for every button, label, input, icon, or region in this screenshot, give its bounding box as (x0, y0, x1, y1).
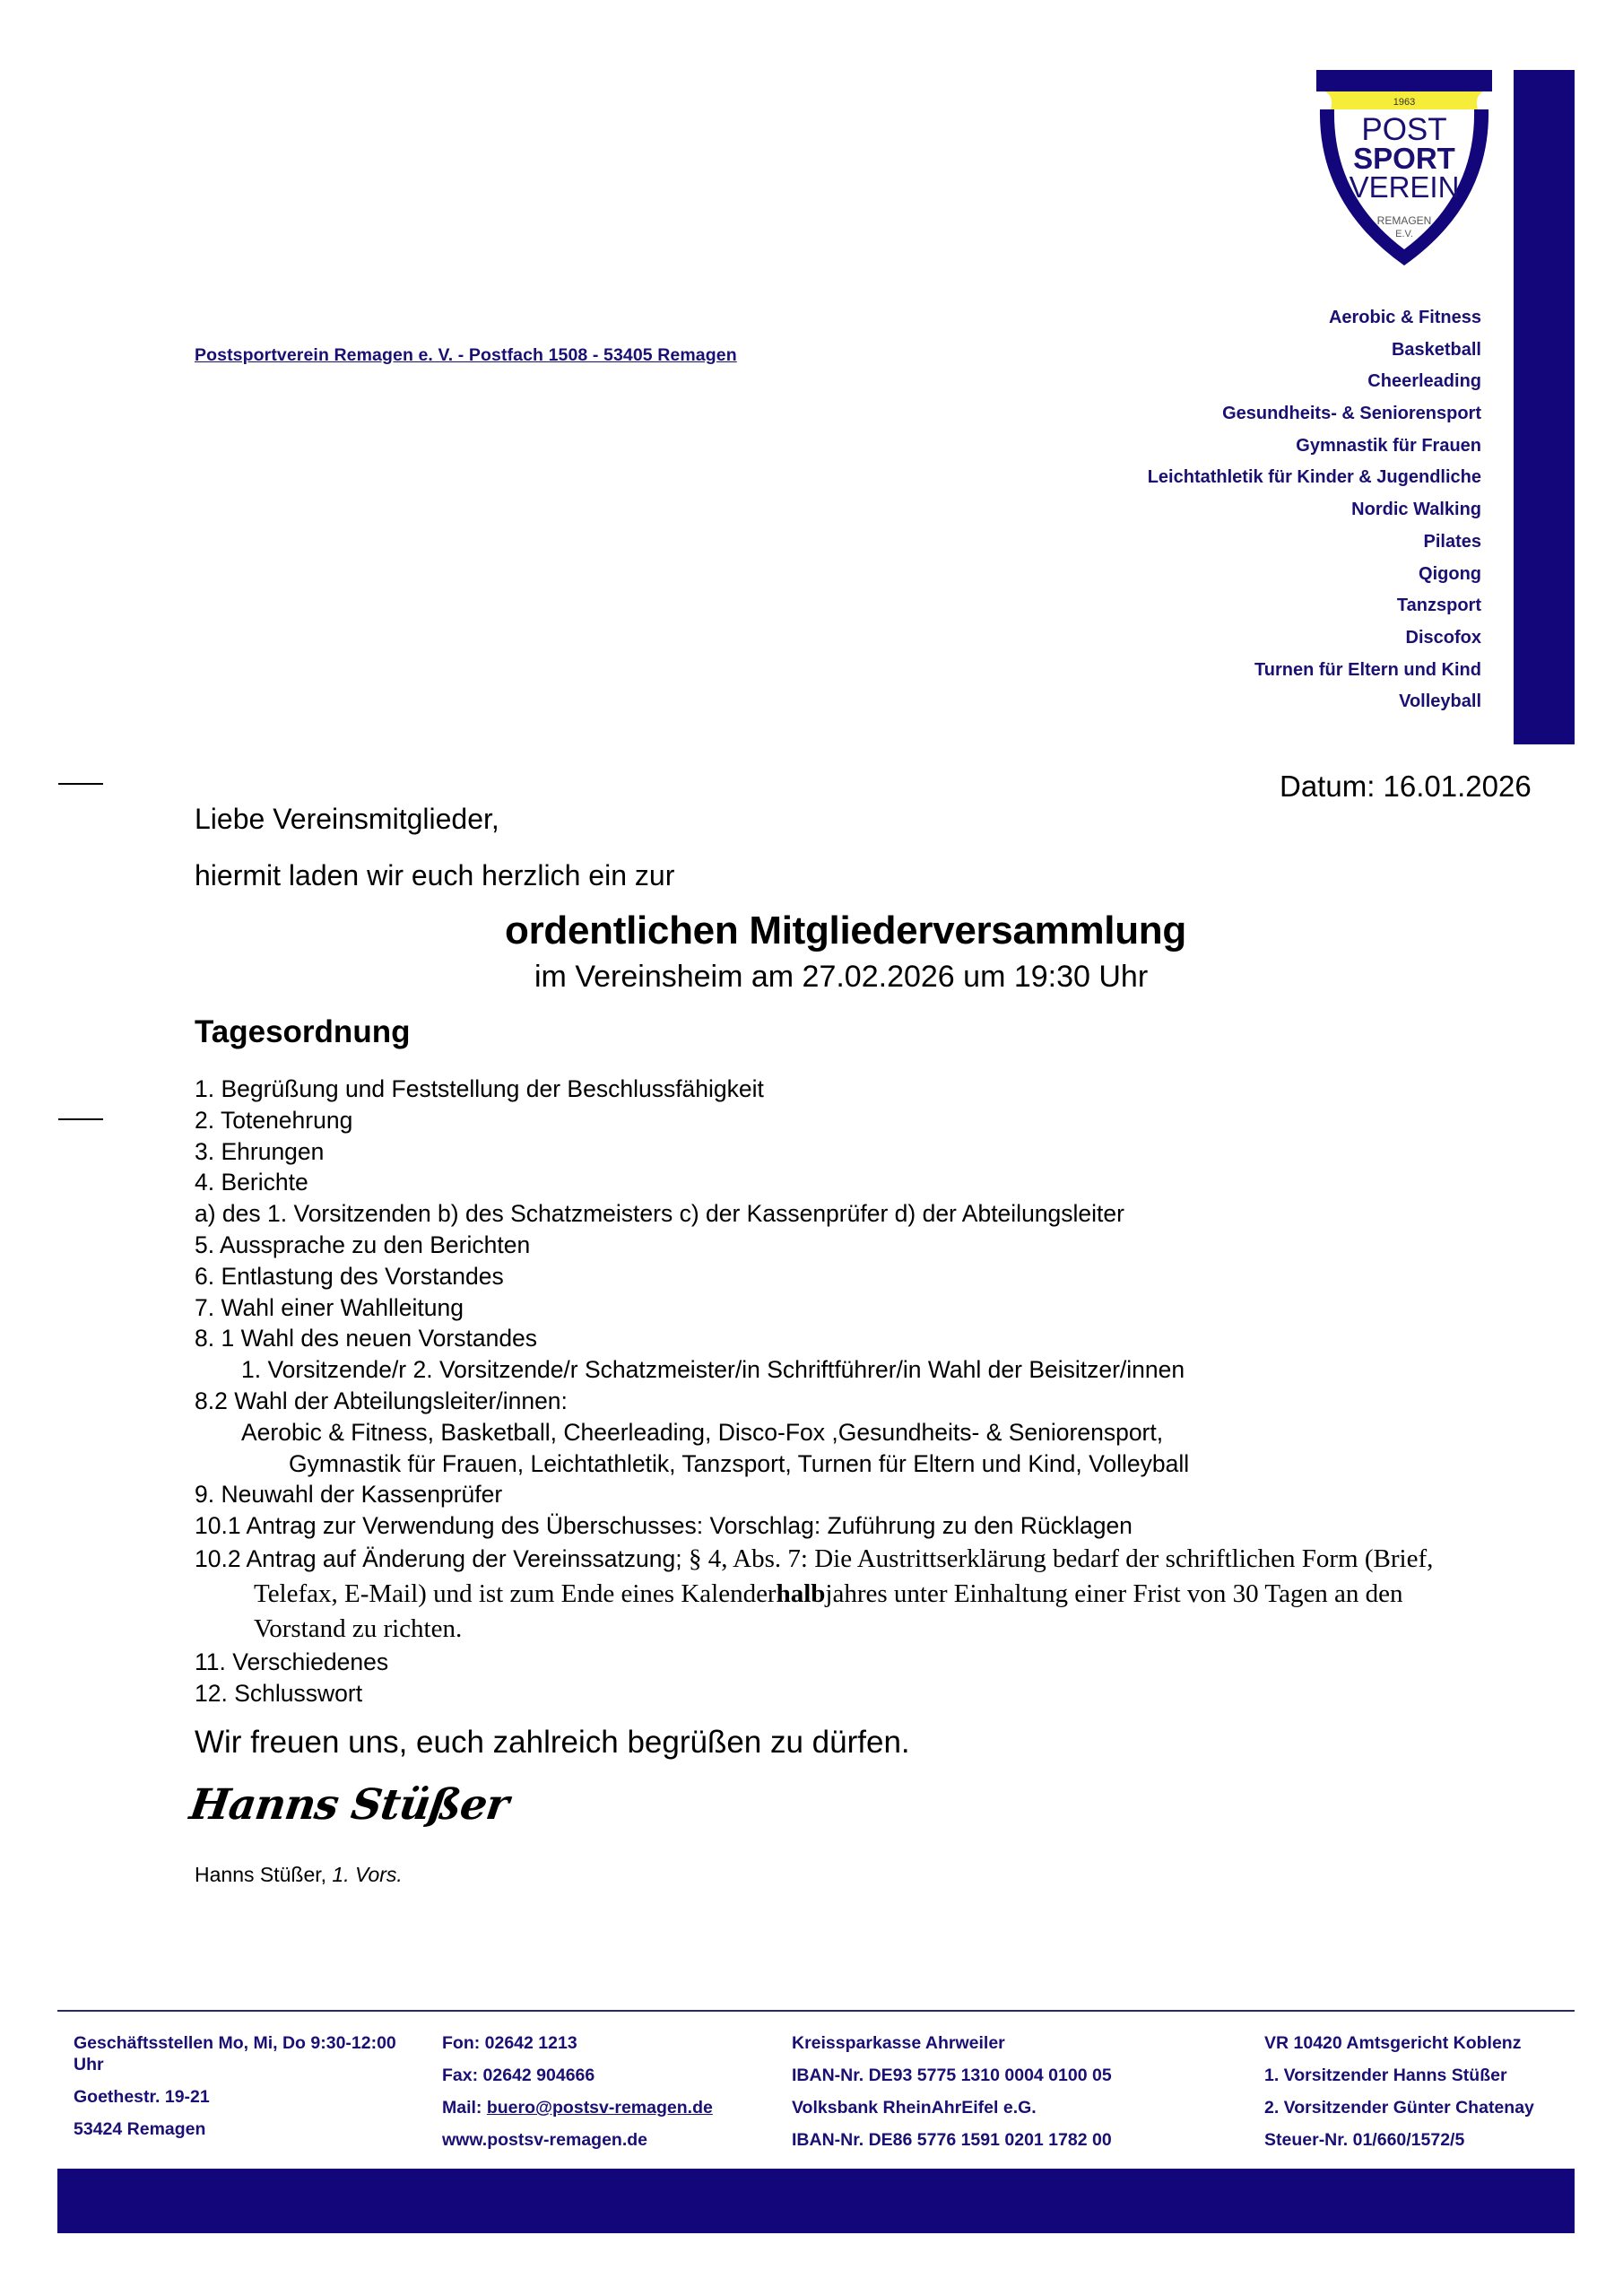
agenda-item: 6. Entlastung des Vorstandes (195, 1262, 504, 1290)
agenda-item-10-2-prefix: 10.2 Antrag auf Änderung der Vereinssatzung; (195, 1544, 690, 1572)
department-item: Cheerleading (1367, 371, 1481, 392)
meeting-heading: ordentlichen Mitgliederversammlung (505, 909, 1186, 952)
office-street: Goethestr. 19-21 (74, 2087, 210, 2107)
mail-line (442, 2097, 713, 2118)
signer-name: Hanns Stüßer, (195, 1863, 333, 1886)
agenda-item-10-2-line1: § 4, Abs. 7: Die Austrittserklärung bedarf der schriftlichen Form (Brief, (689, 1544, 1434, 1573)
agenda-item: 1. Begrüßung und Feststellung der Beschlussfähigkeit (195, 1075, 764, 1102)
fax-number: Fax: 02642 904666 (442, 2066, 595, 2085)
office-hours: Geschäftsstellen Mo, Mi, Do 9:30-12:00 Uhr (74, 2033, 396, 2074)
website-link[interactable]: www.postsv-remagen.de (442, 2130, 648, 2150)
logo-remagen: REMAGEN (1376, 214, 1432, 227)
agenda-item: 12. Schlusswort (195, 1679, 363, 1707)
register-info: VR 10420 Amtsgericht Koblenz (1264, 2033, 1522, 2053)
agenda-item: 8. 1 Wahl des neuen Vorstandes (195, 1325, 538, 1352)
agenda-title: Tagesordnung (195, 1014, 411, 1049)
agenda-item: 3. Ehrungen (195, 1137, 325, 1165)
department-item: Qigong (1419, 563, 1481, 584)
agenda-item-10-2-line3: Vorstand zu richten. (254, 1613, 463, 1643)
footer-bank-column (792, 2032, 1112, 2161)
department-item: Pilates (1423, 531, 1481, 552)
closing-line: Wir freuen uns, euch zahlreich begrüßen zu dürfen. (195, 1725, 910, 1760)
logo-sport: SPORT (1353, 142, 1455, 175)
agenda-item: 5. Aussprache zu den Berichten (195, 1231, 531, 1258)
brand-side-bar (1514, 70, 1575, 744)
footer-band (57, 2169, 1575, 2233)
email-link[interactable]: buero@postsv-remagen.de (486, 2098, 713, 2118)
logo-year: 1963 (1393, 97, 1416, 108)
footer-office-column (74, 2032, 396, 2151)
department-list (1148, 306, 1481, 722)
department-item: Aerobic & Fitness (1328, 308, 1481, 327)
department-item: Nordic Walking (1351, 500, 1481, 520)
agenda-subitem: Gymnastik für Frauen, Leichtathletik, Tanzsport, Turnen für Eltern und Kind, Volleyball (289, 1449, 1190, 1477)
fold-mark (58, 1118, 103, 1120)
mail-label: Mail: (442, 2098, 487, 2118)
handwritten-signature: Hanns Stüßer (187, 1780, 512, 1830)
agenda-item: 8.2 Wahl der Abteilungsleiter/innen: (195, 1387, 568, 1414)
signer-role: 1. Vors. (332, 1863, 403, 1886)
logo-post: POST (1361, 112, 1447, 147)
invitation-line: hiermit laden wir euch herzlich ein zur (195, 859, 675, 891)
logo-ev: E.V. (1395, 229, 1413, 239)
agenda-subitem: 1. Vorsitzende/r 2. Vorsitzende/r Schatzmeister/in Schriftführer/in Wahl der Beisitzer/innen (241, 1356, 1185, 1384)
footer-contact-column (442, 2032, 713, 2161)
bank-iban: IBAN-Nr. DE86 5776 1591 0201 1782 00 (792, 2130, 1112, 2150)
logo-verein: VEREIN (1349, 170, 1460, 204)
department-item: Volleyball (1399, 691, 1481, 712)
footer-divider (57, 2010, 1575, 2012)
department-item: Tanzsport (1396, 596, 1481, 616)
footer-legal-column (1264, 2032, 1560, 2161)
agenda-item-10-2-bold: halb (776, 1578, 826, 1608)
agenda-item: 2. Totenehrung (195, 1106, 353, 1134)
fold-mark (58, 783, 103, 785)
tax-number: Steuer-Nr. 01/660/1572/5 (1264, 2130, 1465, 2150)
club-logo (1316, 70, 1492, 271)
meeting-subheading: im Vereinsheim am 27.02.2026 um 19:30 Uhr (534, 960, 1149, 994)
agenda-list (195, 1074, 1540, 1709)
phone-number: Fon: 02642 1213 (442, 2033, 577, 2053)
agenda-item-10-2-line2a: Telefax, E-Mail) und ist zum Ende eines Kalender (254, 1578, 777, 1608)
bank-name: Volksbank RheinAhrEifel e.G. (792, 2098, 1037, 2118)
department-item: Leichtathletik für Kinder & Jugendliche (1147, 467, 1481, 488)
chairman-2: 2. Vorsitzender Günter Chatenay (1264, 2098, 1534, 2118)
department-item: Gymnastik für Frauen (1296, 435, 1481, 456)
department-item: Discofox (1405, 627, 1481, 648)
bank-iban: IBAN-Nr. DE93 5775 1310 0004 0100 05 (792, 2066, 1112, 2085)
department-item: Turnen für Eltern und Kind (1254, 659, 1481, 680)
agenda-item-10-2-line2b: jahres unter Einhaltung einer Frist von 30 Tagen an den (825, 1578, 1403, 1608)
agenda-subitem: Aerobic & Fitness, Basketball, Cheerleading, Disco-Fox ,Gesundheits- & Seniorensport, (241, 1418, 1164, 1446)
agenda-item: 10.1 Antrag zur Verwendung des Überschusses: Vorschlag: Zuführung zu den Rücklagen (195, 1512, 1133, 1540)
department-item: Gesundheits- & Seniorensport (1222, 404, 1481, 424)
agenda-item: 9. Neuwahl der Kassenprüfer (195, 1481, 503, 1509)
agenda-item: 4. Berichte (195, 1169, 308, 1196)
department-item: Basketball (1391, 339, 1481, 360)
agenda-item: 11. Verschiedenes (195, 1648, 389, 1675)
letter-date: Datum: 16.01.2026 (1280, 770, 1532, 803)
office-city: 53424 Remagen (74, 2119, 206, 2139)
sender-address-line: Postsportverein Remagen e. V. - Postfach 1508 - 53405 Remagen (195, 345, 737, 365)
agenda-item-10-2 (195, 1542, 1540, 1647)
bank-name: Kreissparkasse Ahrweiler (792, 2033, 1005, 2053)
chairman-1: 1. Vorsitzender Hanns Stüßer (1264, 2066, 1507, 2085)
agenda-item: 7. Wahl einer Wahlleitung (195, 1293, 464, 1321)
greeting: Liebe Vereinsmitglieder, (195, 803, 499, 835)
agenda-subitem: a) des 1. Vorsitzenden b) des Schatzmeisters c) der Kassenprüfer d) der Abteilungsleiter (195, 1200, 1124, 1228)
signer-line (195, 1863, 403, 1887)
